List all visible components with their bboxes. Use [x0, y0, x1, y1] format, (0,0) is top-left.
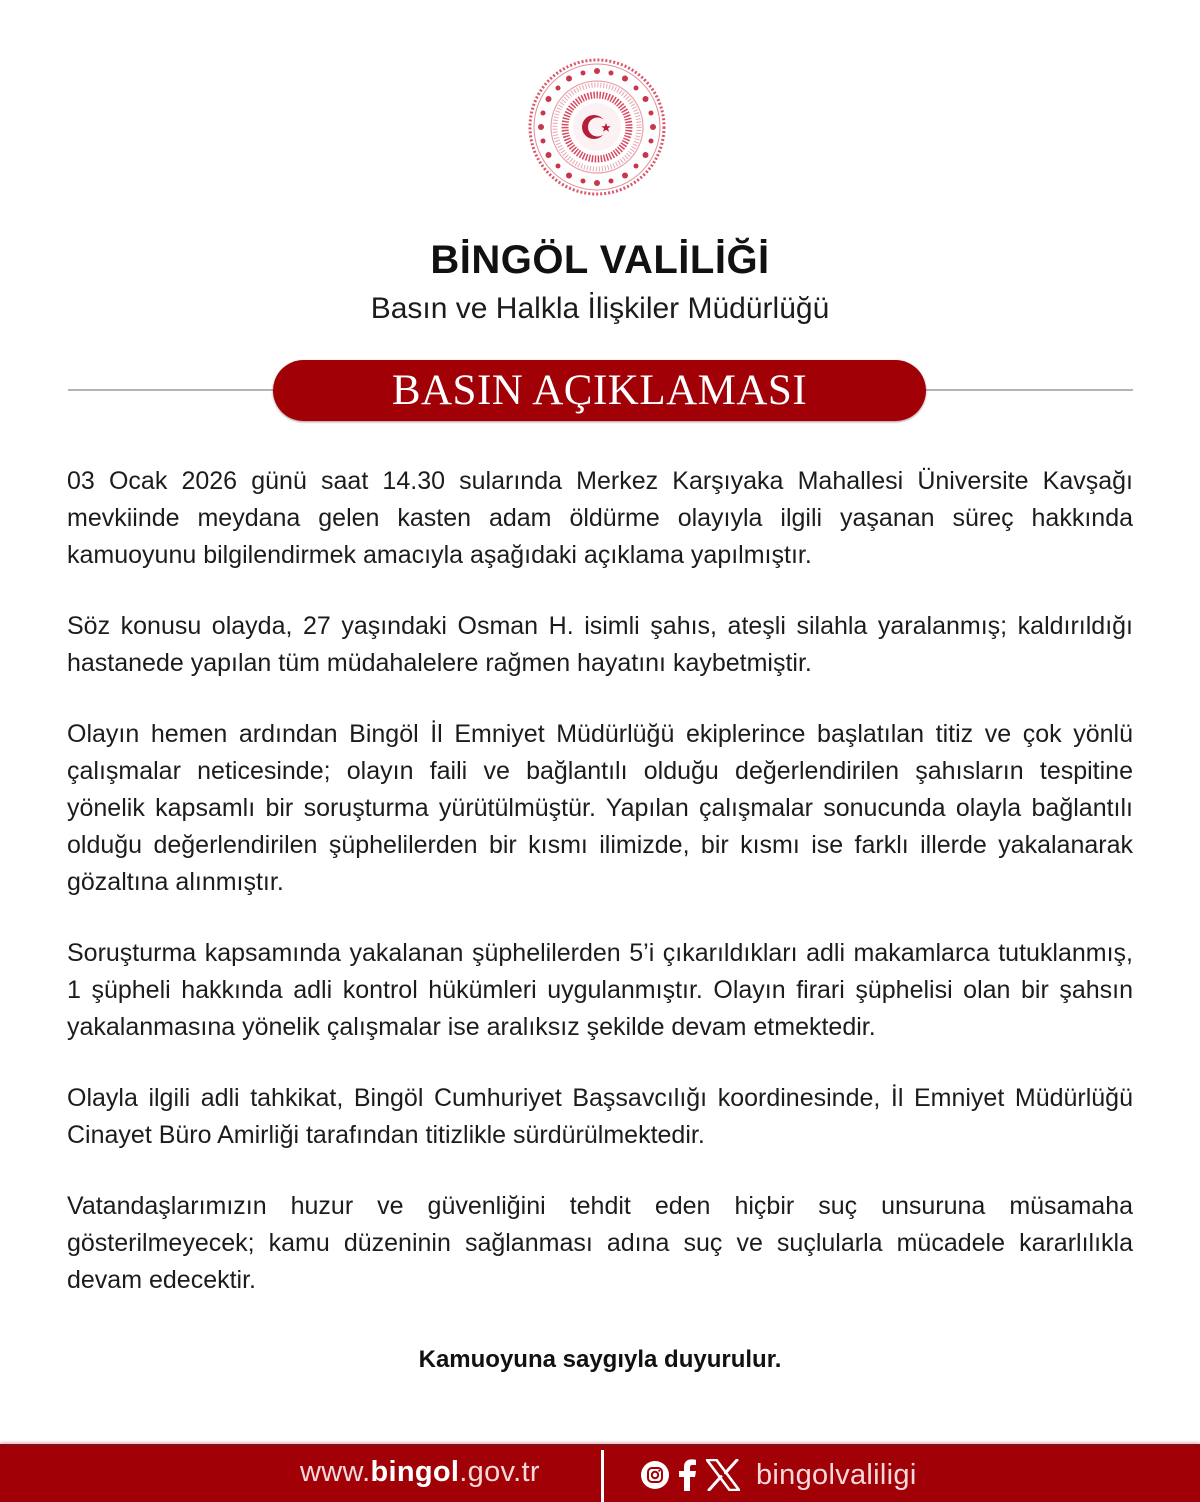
banner-label: BASIN AÇIKLAMASI	[391, 367, 808, 414]
paragraph: Söz konusu olayda, 27 yaşındaki Osman H. isimli şahıs, ateşli silahla yaralanmış; kaldırıldığı hastanede yapılan tüm müdahalelere rağmen hayatını kaybetmiştir.	[67, 612, 1133, 677]
website-domain: bingol	[370, 1456, 460, 1488]
press-release-body	[67, 463, 1133, 1333]
paragraph: 03 Ocak 2026 günü saat 14.30 sularında Merkez Karşıyaka Mahallesi Üniversite Kavşağı mevkiinde meydana gelen kasten adam öldürme olayıyla ilgili yaşanan süreç hakkında kamuoyunu bilgilendirmek amacıyla aşağıdaki açıklama yapılmıştır.	[67, 467, 1133, 569]
website-prefix: www.	[300, 1456, 371, 1488]
instagram-icon[interactable]	[640, 1460, 670, 1490]
social-links	[640, 1458, 917, 1492]
website-suffix: .gov.tr	[459, 1456, 540, 1488]
footer-divider	[601, 1450, 604, 1502]
press-release-banner	[273, 360, 926, 421]
closing-statement: Kamuoyuna saygıyla duyurulur.	[418, 1346, 782, 1373]
facebook-icon[interactable]	[678, 1459, 698, 1491]
turkish-government-seal-icon	[527, 57, 667, 197]
x-icon[interactable]	[706, 1459, 740, 1491]
website-link[interactable]	[300, 1456, 540, 1489]
paragraph: Olayla ilgili adli tahkikat, Bingöl Cumhuriyet Başsavcılığı koordinesinde, İl Emniyet Müdürlüğü Cinayet Büro Amirliği tarafından titizlikle sürdürülmektedir.	[67, 1084, 1133, 1149]
paragraph: Vatandaşlarımızın huzur ve güvenliğini tehdit eden hiçbir suç unsuruna müsamaha gösterilmeyecek; kamu düzeninin sağlanması adına suç ve suçlularla mücadele kararlılıkla devam edecektir.	[67, 1192, 1133, 1294]
footer-bar	[0, 1444, 1200, 1502]
page-subtitle: Basın ve Halkla İlişkiler Müdürlüğü	[370, 292, 830, 325]
paragraph: Olayın hemen ardından Bingöl İl Emniyet Müdürlüğü ekiplerince başlatılan titiz ve çok yönlü çalışmalar neticesinde; olayın faili ve bağlantılı olduğu değerlendirilen şahısların tespitine yönelik kapsamlı bir soruşturma yürütülmüştür. Yapılan çalışmalar sonucunda olayla bağlantılı olduğu değerlendirilen şüphelilerden bir kısmı ilimizde, bir kısmı ise farklı illerde yakalanarak gözaltına alınmıştır.	[67, 720, 1133, 896]
social-handle[interactable]: bingolvaliligi	[756, 1459, 917, 1491]
page-title: BİNGÖL VALİLİĞİ	[430, 238, 770, 282]
paragraph: Soruşturma kapsamında yakalanan şüphelilerden 5’i çıkarıldıkları adli makamlarca tutuklanmış, 1 şüpheli hakkında adli kontrol hükümleri uygulanmıştır. Olayın firari şüphelisi olan bir şahsın yakalanmasına yönelik çalışmalar ise aralıksız şekilde devam etmektedir.	[67, 939, 1133, 1041]
